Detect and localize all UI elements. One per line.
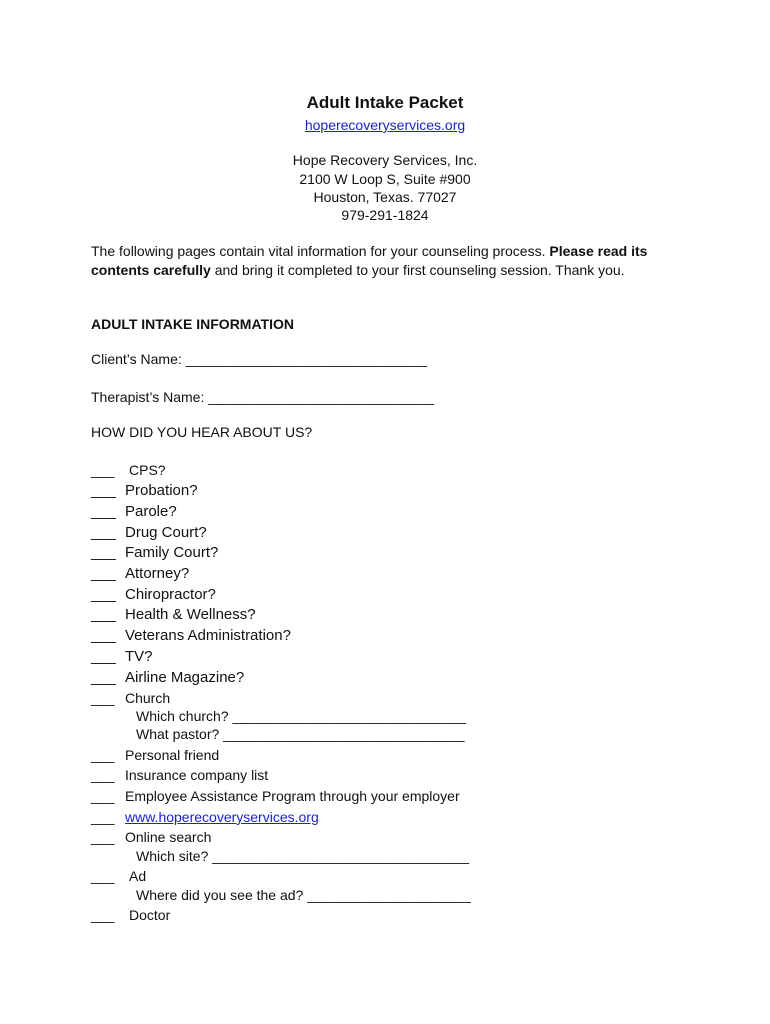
option-tv[interactable]: [91, 648, 153, 665]
option-label: Online search: [125, 829, 212, 845]
option-church[interactable]: [91, 690, 170, 706]
option-blank[interactable]: ___: [91, 648, 117, 665]
address-line-1: 2100 W Loop S, Suite #900: [299, 171, 471, 187]
which-site-field[interactable]: Which site? _________________________________: [136, 848, 470, 864]
option-blank[interactable]: ___: [91, 669, 117, 686]
option-ad[interactable]: [91, 868, 146, 884]
option-blank[interactable]: ___: [91, 503, 117, 520]
option-veterans[interactable]: [91, 627, 291, 644]
option-blank[interactable]: ___: [91, 524, 117, 541]
option-blank[interactable]: ___: [91, 462, 115, 478]
what-pastor-field[interactable]: What pastor? _______________________________: [136, 726, 465, 742]
option-blank[interactable]: ___: [91, 809, 115, 825]
option-label: Personal friend: [125, 747, 220, 763]
option-blank[interactable]: ___: [91, 565, 117, 582]
option-attorney[interactable]: [91, 565, 189, 582]
option-health-wellness[interactable]: [91, 606, 256, 623]
intro-paragraph: [91, 242, 691, 280]
option-blank[interactable]: ___: [91, 747, 115, 763]
option-parole[interactable]: [91, 503, 177, 520]
option-blank[interactable]: ___: [91, 627, 117, 644]
option-family-court[interactable]: [91, 544, 218, 561]
website-link-text[interactable]: hoperecoveryservices.org: [304, 117, 466, 133]
option-blank[interactable]: ___: [91, 544, 117, 561]
org-name: Hope Recovery Services, Inc.: [292, 152, 478, 168]
option-blank[interactable]: ___: [91, 690, 115, 706]
section-heading: ADULT INTAKE INFORMATION: [91, 316, 294, 332]
option-label: Doctor: [129, 907, 171, 923]
option-blank[interactable]: ___: [91, 907, 115, 923]
option-online-search[interactable]: [91, 829, 211, 845]
option-blank[interactable]: ___: [91, 868, 115, 884]
address-line-2: Houston, Texas. 77027: [313, 189, 457, 205]
which-church-field[interactable]: Which church? ______________________________: [136, 708, 467, 724]
where-ad-field[interactable]: Where did you see the ad? _____________________: [136, 887, 471, 903]
option-blank[interactable]: ___: [91, 482, 117, 499]
option-drug-court[interactable]: [91, 524, 207, 541]
phone-number: 979-291-1824: [341, 207, 429, 223]
how-heard-heading: HOW DID YOU HEAR ABOUT US?: [91, 424, 313, 440]
option-label: Health & Wellness?: [125, 606, 256, 623]
therapist-name-field[interactable]: Therapist’s Name: _____________________________: [91, 389, 435, 405]
website-link-header[interactable]: [0, 117, 770, 133]
option-insurance[interactable]: [91, 767, 268, 783]
website-link[interactable]: www.hoperecoveryservices.org: [125, 809, 319, 825]
option-label: Parole?: [125, 503, 177, 520]
option-website[interactable]: [91, 809, 319, 825]
option-label: Church: [125, 690, 171, 706]
option-label: Attorney?: [125, 565, 190, 582]
option-label: Probation?: [125, 482, 198, 499]
intro-text-after: and bring it completed to your first counseling session. Thank you.: [210, 262, 625, 278]
document-title: Adult Intake Packet: [306, 93, 464, 112]
option-blank[interactable]: ___: [91, 606, 117, 623]
option-label: TV?: [125, 648, 153, 665]
option-label: Airline Magazine?: [125, 669, 245, 686]
intro-text-before: The following pages contain vital information for your counseling process.: [91, 243, 550, 259]
option-label: Family Court?: [125, 544, 219, 561]
option-blank[interactable]: ___: [91, 586, 117, 603]
option-blank[interactable]: ___: [91, 829, 115, 845]
option-doctor[interactable]: [91, 907, 170, 923]
client-name-field[interactable]: Client’s Name: _______________________________: [91, 351, 428, 367]
option-label: Chiropractor?: [125, 586, 216, 603]
option-probation[interactable]: [91, 482, 198, 499]
option-label: CPS?: [129, 462, 166, 478]
option-label: Drug Court?: [125, 524, 207, 541]
option-friend[interactable]: [91, 747, 219, 763]
option-label: Employee Assistance Program through your employer: [125, 788, 460, 804]
option-label: Ad: [129, 868, 147, 884]
option-label: Insurance company list: [125, 767, 269, 783]
option-blank[interactable]: ___: [91, 767, 115, 783]
option-airline[interactable]: [91, 669, 244, 686]
option-blank[interactable]: ___: [91, 788, 115, 804]
intro-bold-text: Please read its contents carefully: [91, 243, 648, 278]
option-eap[interactable]: [91, 788, 460, 804]
option-label: Veterans Administration?: [125, 627, 291, 644]
option-chiropractor[interactable]: [91, 586, 216, 603]
option-cps[interactable]: [91, 462, 166, 478]
